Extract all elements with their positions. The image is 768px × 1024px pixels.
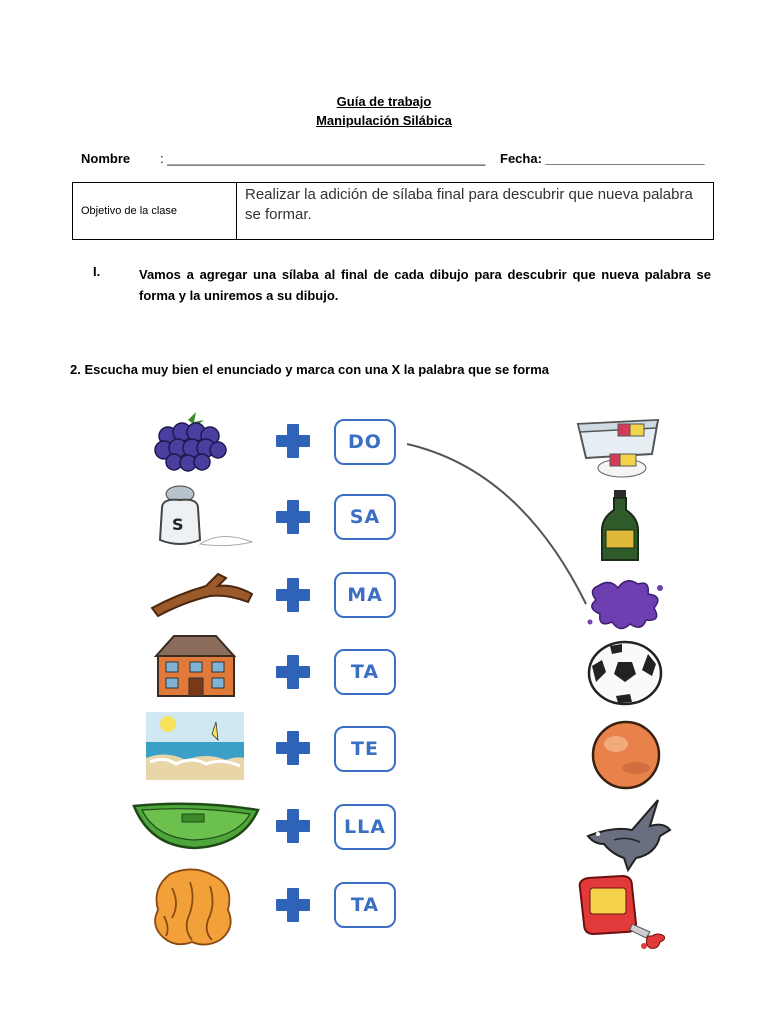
- stain-icon: [584, 574, 666, 634]
- page-title: Guía de trabajo: [336, 94, 432, 109]
- plus-icon: [273, 497, 313, 537]
- syllable-box: LLA: [334, 804, 396, 850]
- blackberry-icon: [150, 408, 230, 470]
- syllable-box: TA: [334, 649, 396, 695]
- house-icon: [152, 632, 238, 698]
- hair-icon: [150, 866, 236, 948]
- name-label: Nombre: [81, 151, 131, 166]
- butter-dish-icon: [574, 410, 664, 480]
- salt-shaker-icon: [152, 484, 256, 550]
- plus-icon: [273, 652, 313, 692]
- syllable-box: DO: [334, 419, 396, 465]
- plus-icon: [273, 728, 313, 768]
- syllable-box: TA: [334, 882, 396, 928]
- branch-icon: [148, 572, 256, 618]
- syllable-box: TE: [334, 726, 396, 772]
- salsa-packet-icon: [574, 874, 672, 954]
- bottle-icon: [598, 488, 642, 564]
- objective-label: Objetivo de la clase: [73, 183, 237, 239]
- beach-icon: [146, 712, 244, 780]
- section-number: I.: [93, 264, 101, 279]
- question-2: 2. Escucha muy bien el enunciado y marca con una X la palabra que se forma: [70, 362, 550, 377]
- syllable-box: MA: [334, 572, 396, 618]
- objective-text: Realizar la adición de sílaba final para descubrir que nueva palabra se formar.: [245, 186, 693, 223]
- date-field[interactable]: Fecha: ______________________: [500, 151, 705, 166]
- plus-icon: [273, 885, 313, 925]
- pigeon-icon: [584, 796, 674, 872]
- plus-icon: [273, 806, 313, 846]
- boat-icon: [132, 800, 260, 852]
- soccer-ball-icon: [586, 640, 664, 706]
- syllable-box: SA: [334, 494, 396, 540]
- svg-text:S: S: [172, 515, 184, 534]
- section-instructions: Vamos a agregar una sílaba al final de cada dibujo para descubrir que nueva palabra se forma y la uniremos a su dibujo.: [139, 267, 711, 303]
- name-field[interactable]: : ____________________________________________: [160, 151, 486, 166]
- plus-icon: [273, 421, 313, 461]
- plus-icon: [273, 575, 313, 615]
- page-subtitle: Manipulación Silábica: [316, 113, 452, 128]
- orange-ball-icon: [586, 720, 666, 790]
